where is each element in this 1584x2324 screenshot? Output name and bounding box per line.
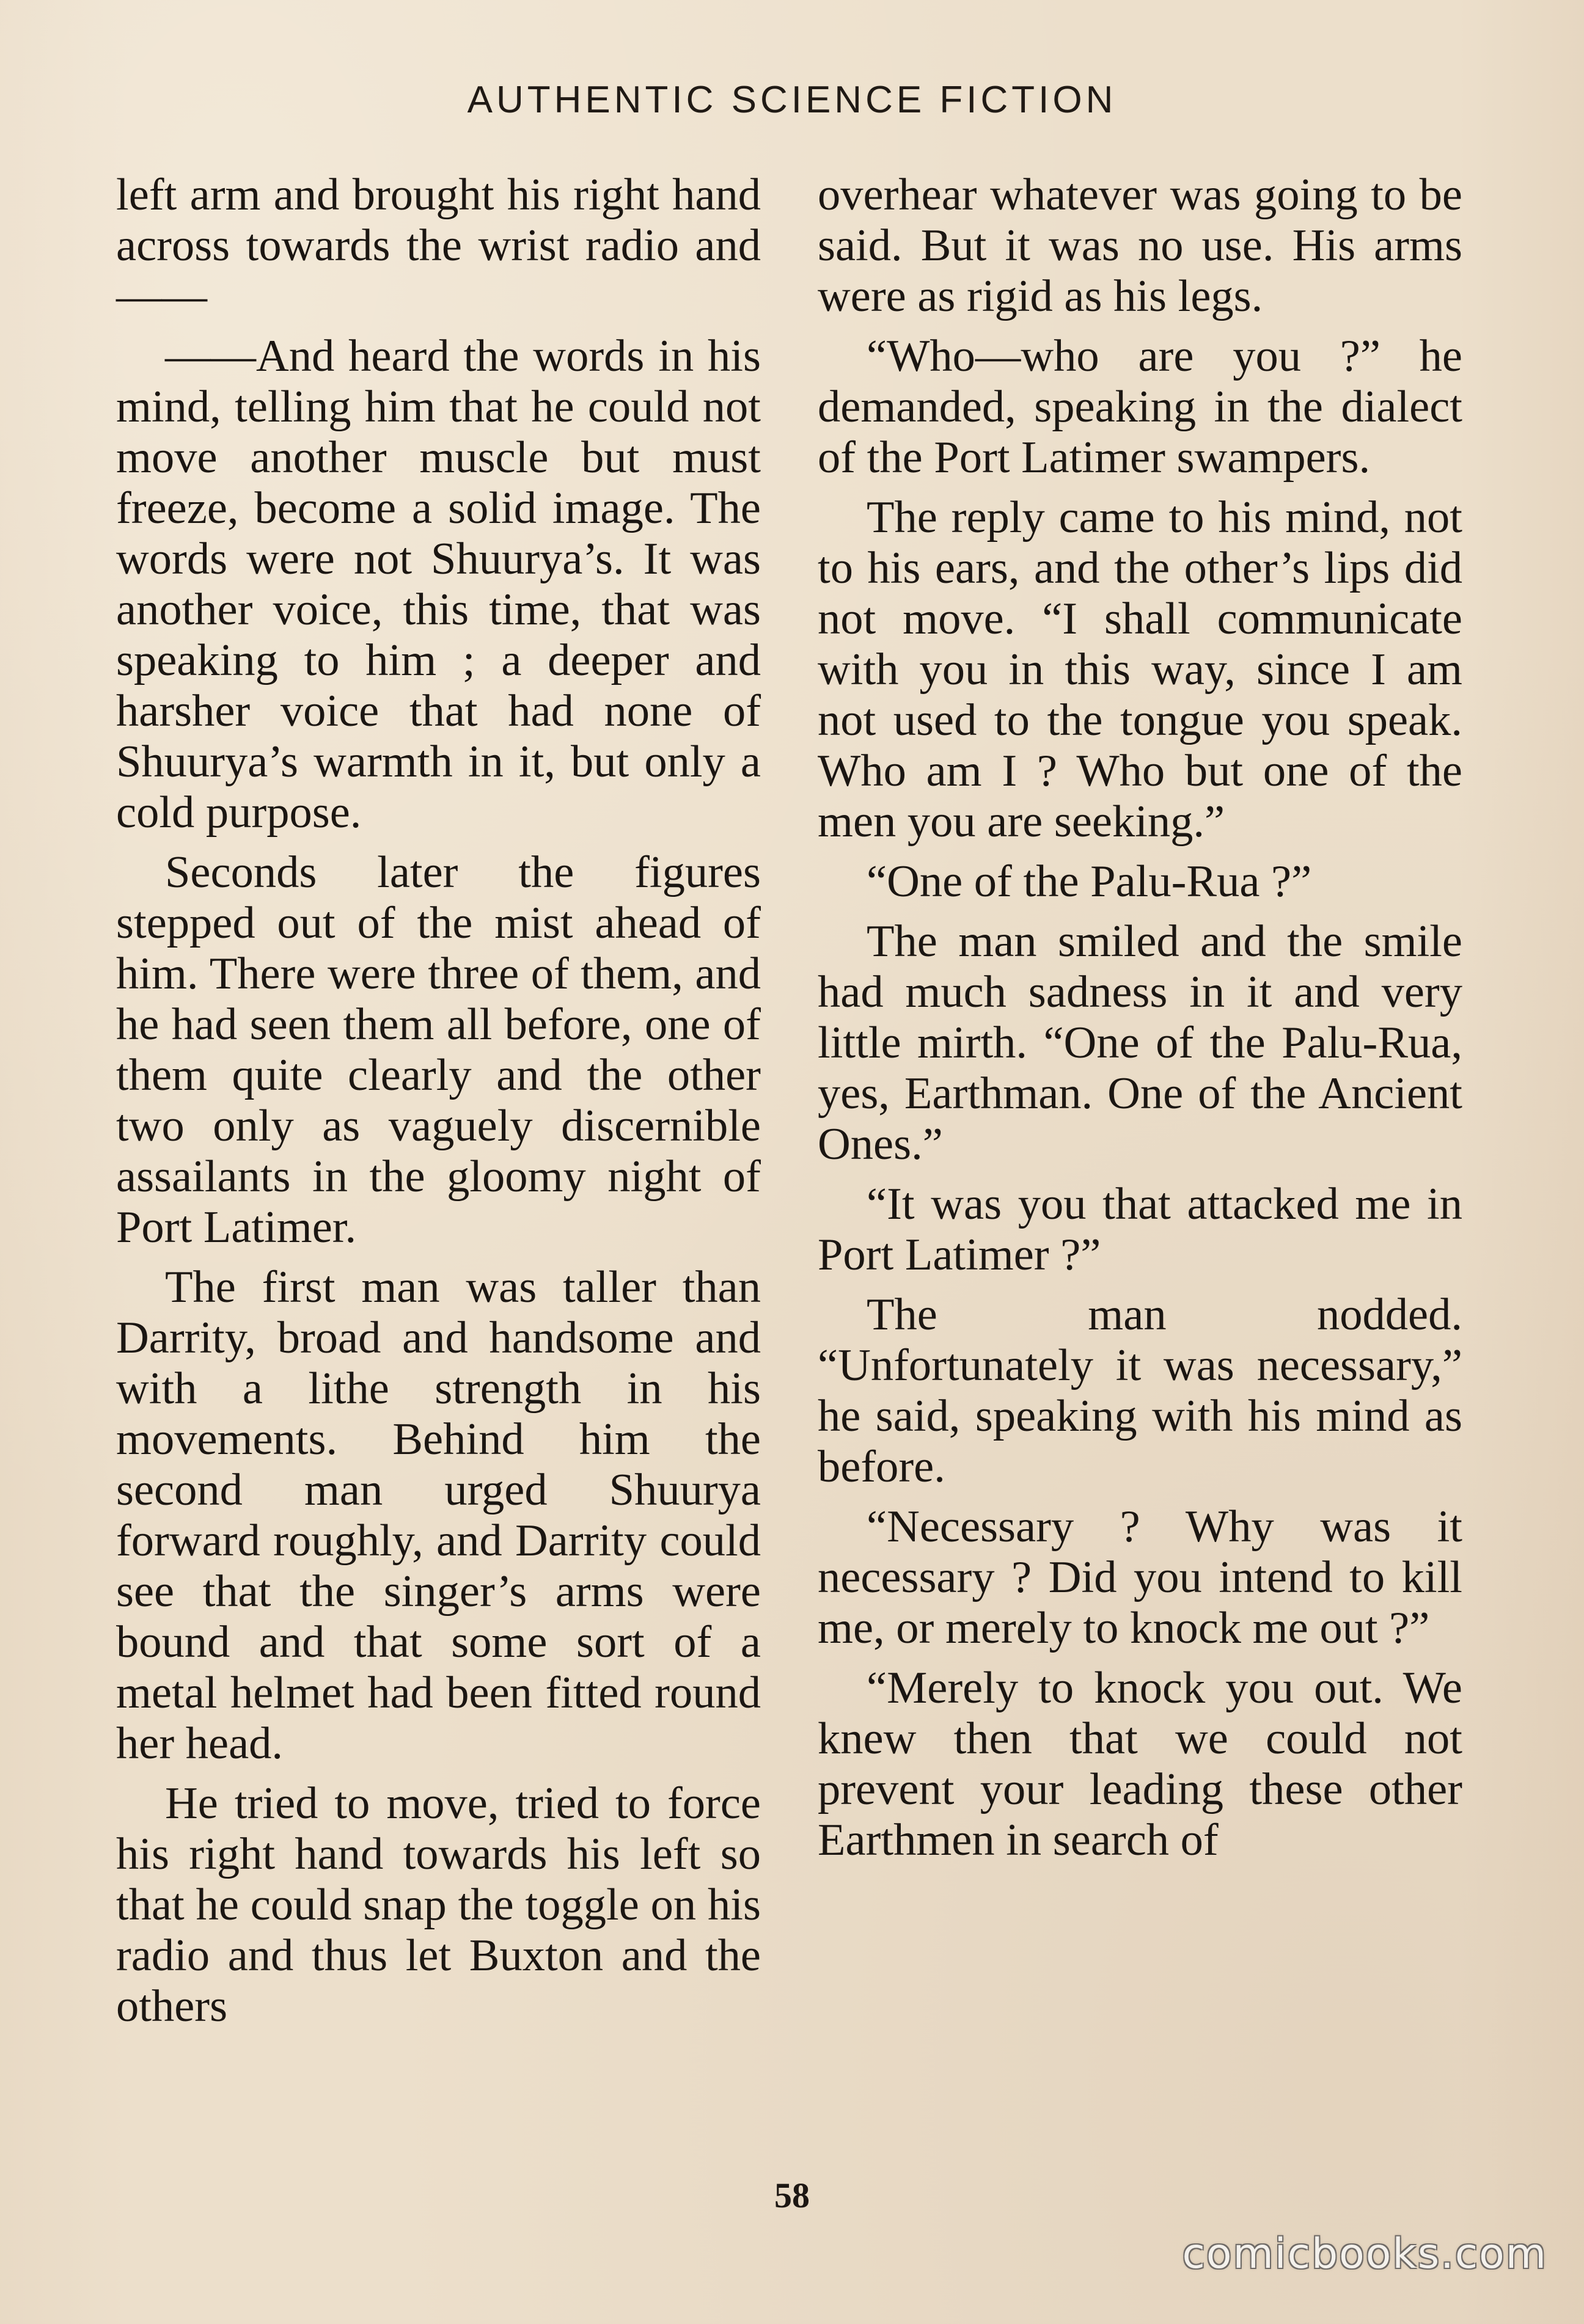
left-column bbox=[116, 170, 761, 2032]
left-paragraph-4: The first man was taller than Darrity, broad and handsome and with a lithe strength in his movements. Behind him the second man urged Shuurya forward roughly, and Darrity could see that the singer’s arms were bound and that some sort of a metal helmet had been fitted round her head. bbox=[116, 1262, 761, 1769]
right-paragraph-2: “Who—who are you ?” he demanded, speaking in the dialect of the Port Latimer swampers. bbox=[818, 331, 1462, 483]
running-title: AUTHENTIC SCIENCE FICTION bbox=[467, 79, 1117, 121]
right-paragraph-8: “Necessary ? Why was it necessary ? Did you intend to kill me, or merely to knock me out ?” bbox=[818, 1502, 1462, 1653]
left-paragraph-1: left arm and brought his right hand across towards the wrist radio and—— bbox=[116, 170, 761, 321]
page-number: 58 bbox=[774, 2176, 810, 2215]
right-paragraph-5: The man smiled and the smile had much sadness in it and very little mirth. “One of the Palu-Rua, yes, Earthman. One of the Ancient Ones.” bbox=[818, 916, 1462, 1169]
left-paragraph-3: Seconds later the figures stepped out of the mist ahead of him. There were three of them, and he had seen them all before, one of them quite clearly and the other two only as vaguely discernible assailants in the gloomy night of Port Latimer. bbox=[116, 847, 761, 1252]
right-paragraph-7: The man nodded. “Unfortunately it was necessary,” he said, speaking with his mind as before. bbox=[818, 1290, 1462, 1492]
left-paragraph-5: He tried to move, tried to force his right hand towards his left so that he could snap the toggle on his radio and thus let Buxton and the others bbox=[116, 1778, 761, 2031]
right-paragraph-6: “It was you that attacked me in Port Latimer ?” bbox=[818, 1179, 1462, 1280]
right-paragraph-9: “Merely to knock you out. We knew then that we could not prevent your leading these other Earthmen in search of bbox=[818, 1663, 1462, 1865]
right-paragraph-1: overhear whatever was going to be said. But it was no use. His arms were as rigid as his legs. bbox=[818, 170, 1462, 321]
source-watermark: comicbooks.com bbox=[1182, 2230, 1547, 2278]
right-paragraph-3: The reply came to his mind, not to his ears, and the other’s lips did not move. “I shall communicate with you in this way, since I am not used to the tongue you speak. Who am I ? Who but one of the men you are seeking.” bbox=[818, 492, 1462, 847]
right-column bbox=[818, 170, 1462, 1866]
right-paragraph-4: “One of the Palu-Rua ?” bbox=[867, 857, 1312, 907]
left-paragraph-2: ——And heard the words in his mind, telling him that he could not move another muscle but must freeze, become a solid image. The words were not Shuurya’s. It was another voice, this time, that was speaking to him ; a deeper and harsher voice that had none of Shuurya’s warmth in it, but only a cold purpose. bbox=[116, 331, 761, 838]
